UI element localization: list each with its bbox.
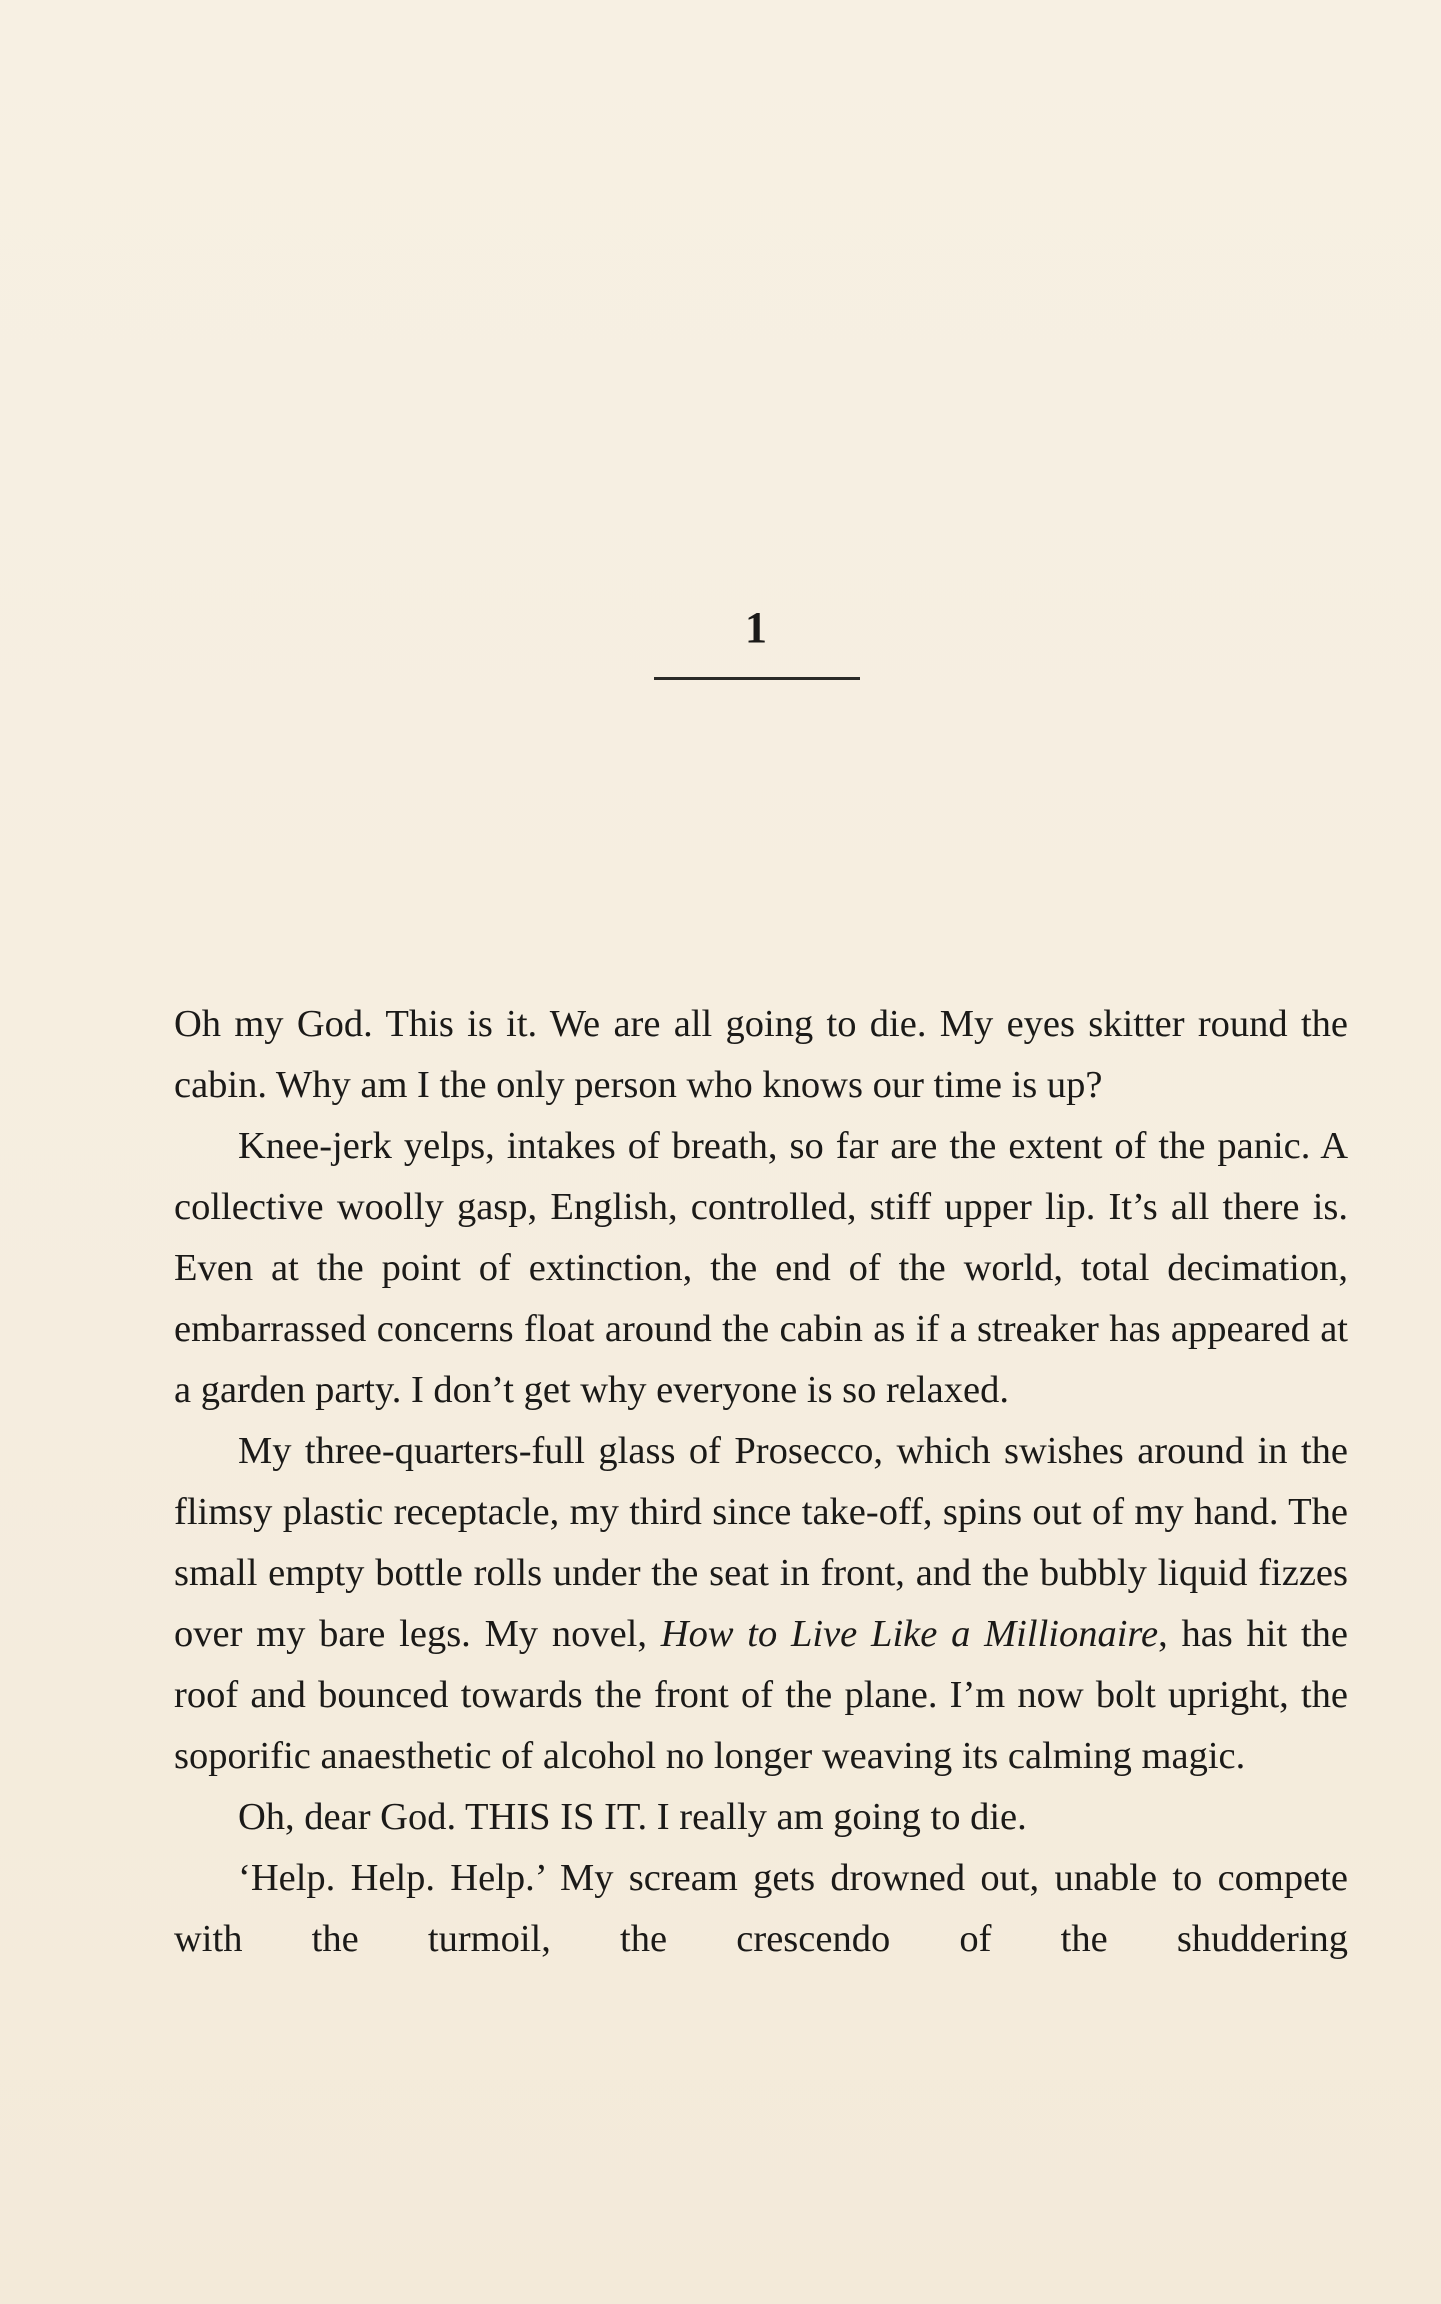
paragraph-4: Oh, dear God. THIS IS IT. I really am going to die.: [238, 1796, 1027, 1838]
chapter-rule: [654, 677, 860, 680]
paragraph-3: [174, 1421, 1348, 1787]
book-title: How to Live Like a Millionaire: [660, 1613, 1159, 1655]
paragraph-3-after-title: , has hit the roof and bounced towards the front of the plane. I’m now bolt upright, the soporific anaesthetic of alcohol no longer weaving its calming magic.: [174, 1613, 1348, 1777]
chapter-body: [174, 994, 1348, 1970]
paragraph-3-before-title: My three-quarters-full glass of Prosecco, which swishes around in the flimsy plastic receptacle, my third since take-off, spins out of my hand. The small empty bottle rolls under the seat in front, and the bubbly liquid fizzes over my bare legs. My novel,: [174, 1430, 1348, 1655]
chapter-number: 1: [745, 603, 767, 652]
paragraph-1: Oh my God. This is it. We are all going to die. My eyes skitter round the cabin. Why am I the only person who knows our time is up?: [174, 1003, 1348, 1106]
paragraph-5: ‘Help. Help. Help.’ My scream gets drowned out, unable to compete with the turmoil, the crescendo of the shuddering: [174, 1857, 1348, 1960]
paragraph-2: Knee-jerk yelps, intakes of breath, so far are the extent of the panic. A collective woolly gasp, English, controlled, stiff upper lip. It’s all there is. Even at the point of extinction, the end of the world, total decimation, embarrassed concerns float around the cabin as if a streaker has appeared at a garden party. I don’t get why everyone is so relaxed.: [174, 1125, 1348, 1411]
